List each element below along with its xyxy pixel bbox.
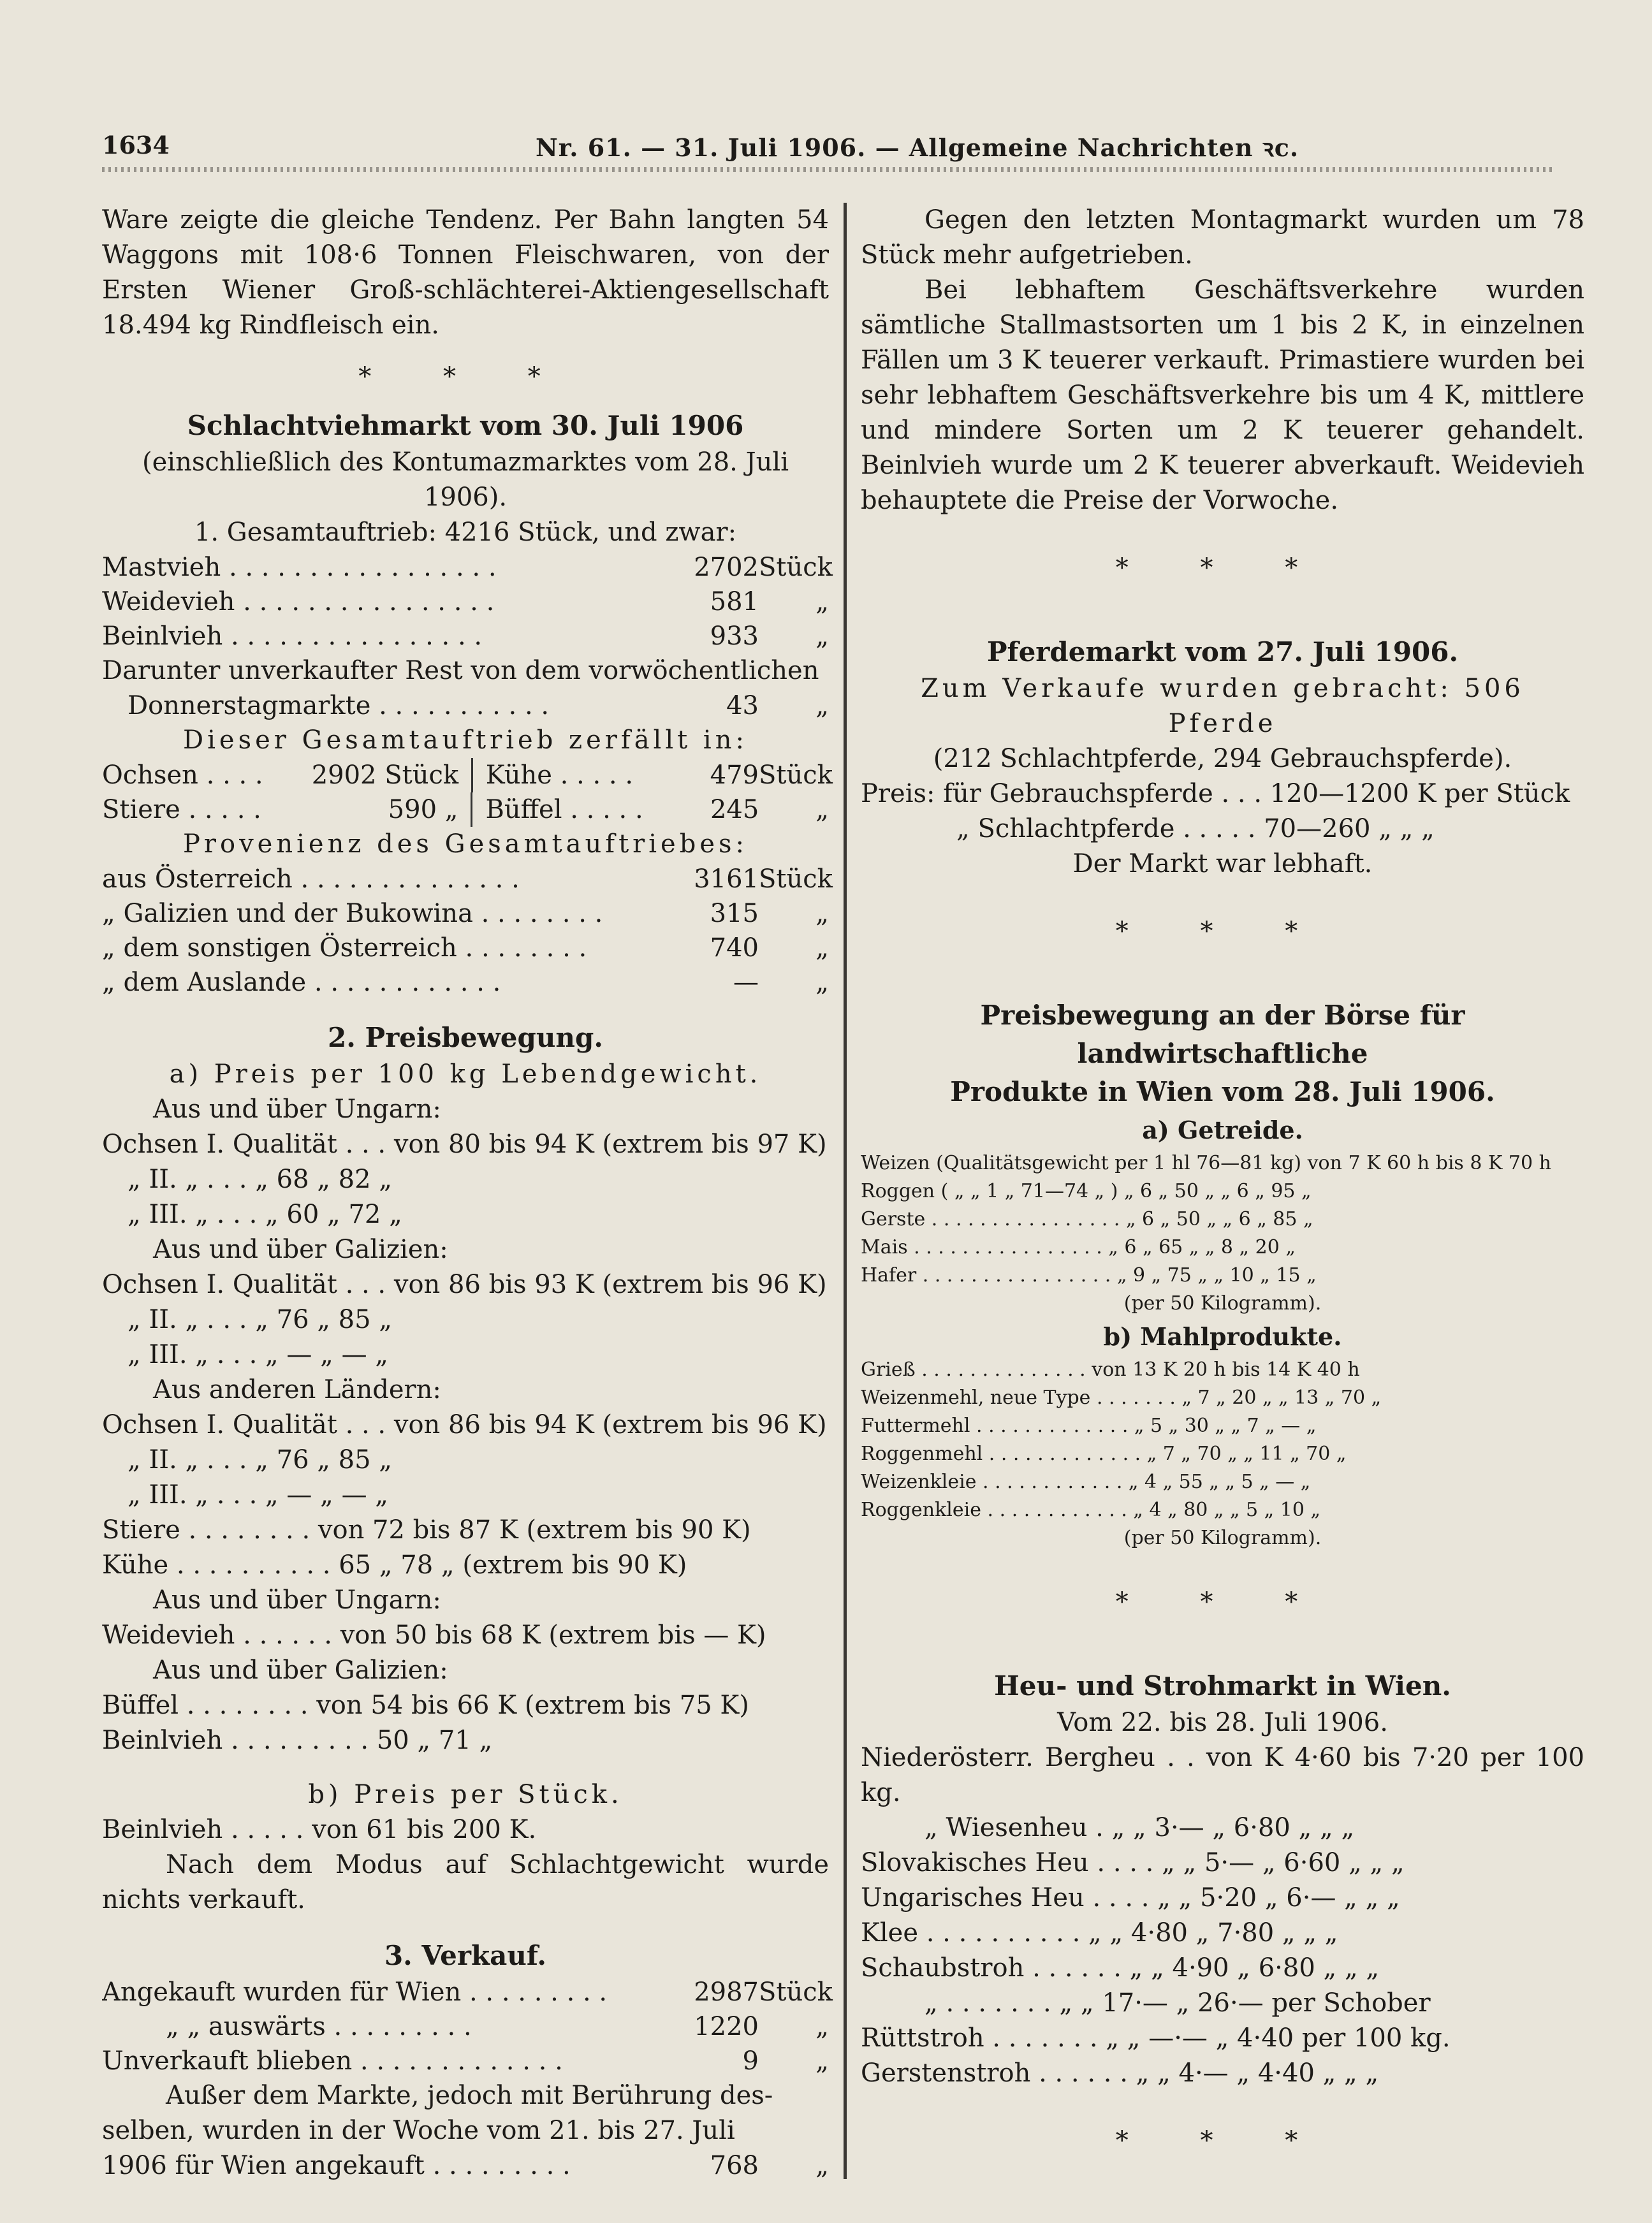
list-item: Gerste . . . . . . . . . . . . . . . . „ 6 „ 50 „ „ 6 „ 85 „ xyxy=(861,1208,1313,1230)
outside-market-line: selben, wurden in der Woche vom 21. bis 27. Juli xyxy=(102,2116,735,2145)
per-piece-line: Beinlvieh . . . . . von 61 bis 200 K. xyxy=(102,1815,537,1844)
list-item: Ungarisches Heu . . . . „ „ 5·20 „ 6·— „ „ „ xyxy=(861,1883,1400,1913)
sale-heading: 3. Verkauf. xyxy=(384,1940,547,1971)
list-item: Grieß . . . . . . . . . . . . . . von 13 K 20 h bis 14 K 40 h xyxy=(861,1359,1360,1381)
list-item: „ II. „ . . . „ 68 „ 82 „ xyxy=(128,1165,393,1194)
provenance-heading: Provenienz des Gesamtauftriebes: xyxy=(182,829,749,859)
hay-market-subtitle: Vom 22. bis 28. Juli 1906. xyxy=(1057,1708,1388,1737)
list-item: „ dem Auslande . . . . . . . . . . . . — „ xyxy=(102,968,829,997)
list-item: Weizenkleie . . . . . . . . . . . . „ 4 „ 55 „ „ 5 „ — „ xyxy=(861,1471,1311,1493)
horse-price-line: „ Schlachtpferde . . . . . 70—260 „ „ „ xyxy=(956,814,1435,843)
list-item: Aus und über Ungarn: xyxy=(153,1095,441,1124)
section-stars: * * * xyxy=(1115,1587,1330,1617)
header-rule xyxy=(102,167,1553,172)
horse-market-title: Pferdemarkt vom 27. Juli 1906. xyxy=(986,636,1459,667)
list-item: Büffel . . . . . . . . von 54 bis 66 K (extrem bis 75 K) xyxy=(102,1691,749,1720)
list-item: Angekauft wurden für Wien . . . . . . . . . 2987 Stück xyxy=(102,1978,833,2007)
running-title: Nr. 61. — 31. Juli 1906. — Allgemeine Nachrichten ꝛc. xyxy=(536,133,1299,162)
list-item: Roggenkleie . . . . . . . . . . . . „ 4 „ 80 „ „ 5 „ 10 „ xyxy=(861,1499,1321,1521)
unit-note: (per 50 Kilogramm). xyxy=(1123,1527,1322,1549)
horse-price-line: Preis: für Gebrauchspferde . . . 120—1200 K per Stück xyxy=(861,779,1570,808)
per-piece-heading: b) Preis per Stück. xyxy=(308,1780,623,1809)
list-item: „ III. „ . . . „ — „ — „ xyxy=(128,1340,389,1369)
list-item: „ III. „ . . . „ 60 „ 72 „ xyxy=(128,1200,402,1229)
column-divider xyxy=(844,203,847,2179)
list-item: Klee . . . . . . . . . . „ „ 4·80 „ 7·80 „ „ „ xyxy=(861,1918,1338,1948)
list-item: Weidevieh . . . . . . von 50 bis 68 K (extrem bis — K) xyxy=(102,1621,766,1650)
list-item: Weidevieh . . . . . . . . . . . . . . . . 581 „ xyxy=(102,587,829,616)
list-item: Kühe . . . . . . . . . . 65 „ 78 „ (extrem bis 90 K) xyxy=(102,1550,687,1580)
list-item: aus Österreich . . . . . . . . . . . . . . 3161 Stück xyxy=(102,864,833,894)
trade-paragraph: Bei lebhaftem Geschäftsverkehre wurden sämtliche Stallmastsorten um 1 bis 2 K, in einzelnen Fällen um 3 K teuerer verkauft. Primastiere wurden bei sehr lebhaftem Geschäftsverkehre bis um 4 K, mittlere und mindere Sorten um 2 K teuerer gehandelt. Beinlvieh wurde um 2 K teuerer abverkauft. Weidevieh behauptete die Preise der Vorwoche. xyxy=(861,275,1584,515)
milling-list xyxy=(861,1356,1584,1552)
list-item: Unverkauft blieben . . . . . . . . . . . . . 9 „ xyxy=(102,2046,829,2076)
list-item: Rüttstroh . . . . . . . „ „ —·— „ 4·40 per 100 kg. xyxy=(861,2023,1451,2053)
list-item: Beinlvieh . . . . . . . . . . . . . . . . 933 „ xyxy=(102,622,829,651)
list-item: Schaubstroh . . . . . . „ „ 4·90 „ 6·80 „ „ „ xyxy=(861,1953,1380,1983)
list-item: „ dem sonstigen Österreich . . . . . . . . 740 „ xyxy=(102,933,829,963)
section-stars: * * * xyxy=(1115,917,1330,946)
list-item: „ II. „ . . . „ 76 „ 85 „ xyxy=(128,1445,393,1475)
list-item: Futtermehl . . . . . . . . . . . . . „ 5 „ 30 „ „ 7 „ — „ xyxy=(861,1415,1317,1437)
section-stars: * * * xyxy=(1115,553,1330,583)
list-item: „ „ auswärts . . . . . . . . . 1220 „ xyxy=(166,2012,829,2041)
table-row: Stiere . . . . . 590 „ Büffel . . . . . 245 „ xyxy=(102,792,829,827)
page-number: 1634 xyxy=(102,131,170,159)
provenance-list xyxy=(102,862,833,1000)
list-item: Niederösterr. Bergheu . . von K 4·60 bis 7·20 per 100 kg. xyxy=(861,1743,1584,1807)
price-movement-heading: 2. Preisbewegung. xyxy=(328,1022,603,1053)
milling-heading: b) Mahlprodukte. xyxy=(1103,1322,1342,1351)
list-item: Mastvieh . . . . . . . . . . . . . . . . . 2702 Stück xyxy=(102,553,833,582)
list-item: Ochsen I. Qualität . . . von 86 bis 93 K (extrem bis 96 K) xyxy=(102,1270,827,1299)
list-item: Hafer . . . . . . . . . . . . . . . . „ 9 „ 75 „ „ 10 „ 15 „ xyxy=(861,1264,1317,1286)
list-item: 1906 für Wien angekauft . . . . . . . . . 768 „ xyxy=(102,2151,829,2180)
exchange-title: Preisbewegung an der Börse für landwirtschaftliche xyxy=(980,1000,1465,1069)
list-item: Ochsen I. Qualität . . . von 80 bis 94 K (extrem bis 97 K) xyxy=(102,1130,827,1159)
list-item: Aus und über Galizien: xyxy=(153,1656,448,1685)
list-item: „ . . . . . . . „ „ 17·— „ 26·— per Schober xyxy=(925,1988,1431,2018)
right-column xyxy=(861,203,1584,2171)
supply-list xyxy=(102,550,833,723)
section-stars: * * * xyxy=(1115,2126,1330,2155)
list-item: Slovakisches Heu . . . . „ „ 5·— „ 6·60 „ „ „ xyxy=(861,1848,1405,1877)
slaughter-market-subtitle: (einschließlich des Kontumazmarktes vom 28. Juli 1906). xyxy=(142,448,789,512)
list-item: Roggenmehl . . . . . . . . . . . . . „ 7 „ 70 „ „ 11 „ 70 „ xyxy=(861,1443,1347,1465)
list-item: Stiere . . . . . . . . von 72 bis 87 K (extrem bis 90 K) xyxy=(102,1515,751,1545)
modus-line: Nach dem Modus auf Schlachtgewicht wurde nichts verkauft. xyxy=(102,1850,829,1914)
sale-list xyxy=(102,1975,833,2078)
slaughter-market-title: Schlachtviehmarkt vom 30. Juli 1906 xyxy=(187,410,744,441)
hay-list xyxy=(861,1740,1584,2091)
hay-market-title: Heu- und Strohmarkt in Wien. xyxy=(994,1670,1451,1702)
page-header xyxy=(102,118,1553,163)
price-list xyxy=(102,1092,829,1758)
list-item: „ Galizien und der Bukowina . . . . . . . . 315 „ xyxy=(102,899,829,928)
live-weight-heading: a) Preis per 100 kg Lebendgewicht. xyxy=(169,1060,762,1089)
list-item: „ III. „ . . . „ — „ — „ xyxy=(128,1480,389,1510)
list-item: „ II. „ . . . „ 76 „ 85 „ xyxy=(128,1305,393,1334)
list-item: Aus anderen Ländern: xyxy=(153,1375,441,1404)
horse-market-line: (212 Schlachtpferde, 294 Gebrauchspferde). xyxy=(933,744,1512,773)
horse-market-end: Der Markt war lebhaft. xyxy=(1072,849,1373,878)
left-column xyxy=(102,203,833,2183)
grain-heading: a) Getreide. xyxy=(1142,1116,1303,1144)
list-item: Aus und über Galizien: xyxy=(153,1235,448,1264)
split-table xyxy=(102,758,833,827)
unsold-rest-line: Darunter unverkaufter Rest von dem vorwöchentlichen xyxy=(102,656,819,685)
list-item: Roggen ( „ „ 1 „ 71—74 „ ) „ 6 „ 50 „ „ 6 „ 95 „ xyxy=(861,1180,1312,1202)
outside-market-line: Außer dem Markte, jedoch mit Berührung des- xyxy=(166,2081,773,2110)
list-item: Weizen (Qualitätsgewicht per 1 hl 76—81 kg) von 7 K 60 h bis 8 K 70 h xyxy=(861,1152,1551,1174)
unit-note: (per 50 Kilogramm). xyxy=(1123,1292,1322,1315)
list-item: Beinlvieh . . . . . . . . . 50 „ 71 „ xyxy=(102,1726,493,1755)
split-heading: Dieser Gesamtauftrieb zerfällt in: xyxy=(183,725,748,755)
list-item: Mais . . . . . . . . . . . . . . . . „ 6 „ 65 „ „ 8 „ 20 „ xyxy=(861,1236,1296,1258)
intro-paragraph: Ware zeigte die gleiche Tendenz. Per Bahn langten 54 Waggons mit 108·6 Tonnen Fleischwaren, von der Ersten Wiener Groß-schlächterei-Aktiengesellschaft 18.494 kg Rindfleisch ein. xyxy=(102,205,829,340)
table-row: Ochsen . . . . 2902 Stück Kühe . . . . . 479 Stück xyxy=(102,758,829,792)
section-stars: * * * xyxy=(358,362,573,391)
list-item: Weizenmehl, neue Type . . . . . . . „ 7 „ 20 „ „ 13 „ 70 „ xyxy=(861,1387,1382,1409)
list-item: Aus und über Ungarn: xyxy=(153,1585,441,1615)
list-item: Donnerstagmarkte . . . . . . . . . . . 43 „ xyxy=(128,691,829,720)
exchange-title: Produkte in Wien vom 28. Juli 1906. xyxy=(950,1076,1495,1107)
list-item: Ochsen I. Qualität . . . von 86 bis 94 K (extrem bis 96 K) xyxy=(102,1410,827,1439)
horse-market-line: Zum Verkaufe wurden gebracht: 506 Pferde xyxy=(921,674,1524,738)
comparison-paragraph: Gegen den letzten Montagmarkt wurden um 78 Stück mehr aufgetrieben. xyxy=(861,205,1584,270)
grain-list xyxy=(861,1149,1584,1318)
total-supply-heading: 1. Gesamtauftrieb: 4216 Stück, und zwar: xyxy=(194,518,737,547)
list-item: „ Wiesenheu . „ „ 3·— „ 6·80 „ „ „ xyxy=(925,1813,1355,1842)
list-item: Gerstenstroh . . . . . . „ „ 4·— „ 4·40 „ „ „ xyxy=(861,2059,1379,2088)
